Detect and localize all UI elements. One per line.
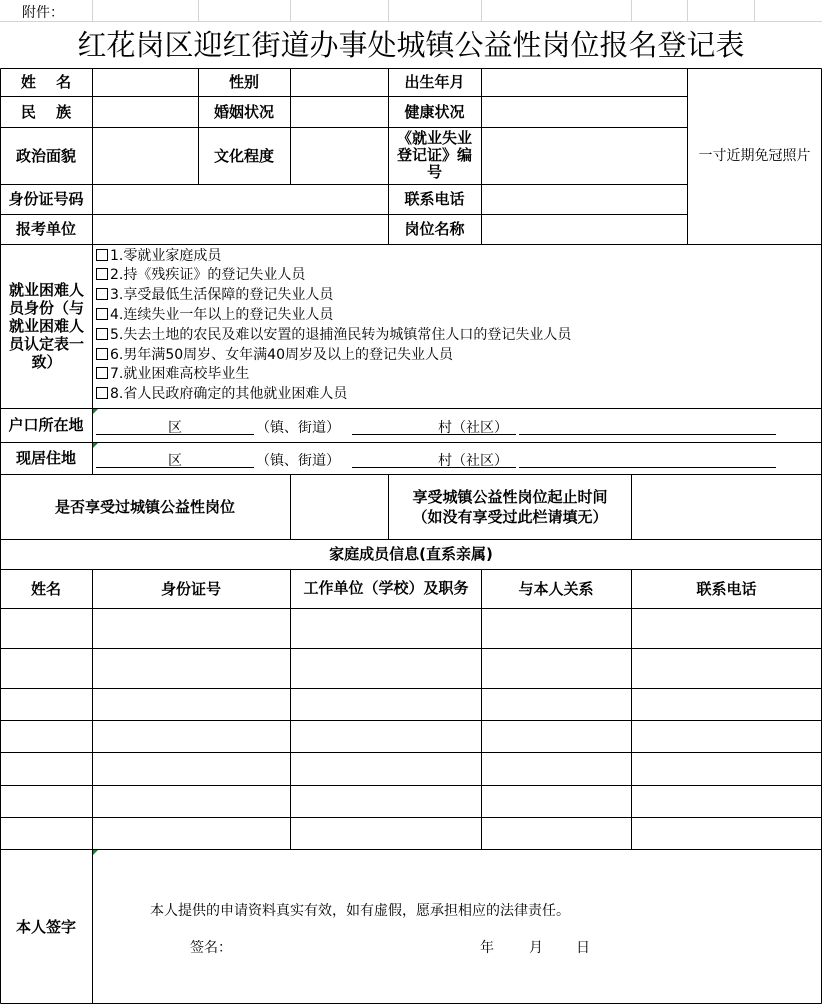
- label-political: 政治面貌: [15, 146, 76, 165]
- hardship-option-label: 4.连续失业一年以上的登记失业人员: [110, 307, 334, 323]
- family-header-id: 身份证号: [160, 579, 221, 598]
- town-label: （镇、街道）: [256, 420, 340, 436]
- village-label: 村（社区）: [438, 453, 508, 469]
- name-field[interactable]: [93, 69, 198, 96]
- hardship-option[interactable]: [96, 246, 221, 266]
- hardship-option[interactable]: [96, 325, 571, 345]
- label-enjoyed-before: 是否享受过城镇公益性岗位: [54, 497, 235, 516]
- hardship-option-label: 7.就业困难高校毕业生: [110, 366, 250, 382]
- label-enjoy-period: [389, 474, 631, 539]
- label-phone: 联系电话: [404, 190, 465, 208]
- unemployment-cert-field[interactable]: [482, 128, 687, 184]
- education-field[interactable]: [291, 128, 388, 184]
- gender-field[interactable]: [291, 69, 388, 96]
- day-label: 日: [576, 940, 590, 956]
- hardship-option[interactable]: [96, 345, 453, 365]
- position-name-field[interactable]: [482, 215, 687, 244]
- hardship-option[interactable]: [96, 384, 347, 404]
- cell-marker: [93, 850, 98, 855]
- hardship-option[interactable]: [96, 265, 305, 285]
- phone-field[interactable]: [482, 185, 687, 214]
- label-education: 文化程度: [213, 146, 274, 165]
- sign-label[interactable]: 签名：: [190, 940, 232, 956]
- checkbox-icon: [96, 268, 108, 280]
- label-signature: 本人签字: [15, 917, 76, 936]
- checkbox-icon: [96, 387, 108, 399]
- id-number-field[interactable]: [93, 185, 388, 214]
- attachment-label: 附件：: [22, 5, 64, 21]
- hardship-option[interactable]: [96, 285, 333, 305]
- hardship-option[interactable]: [96, 364, 249, 384]
- hardship-option[interactable]: [96, 305, 333, 325]
- label-name: 姓 名: [20, 73, 72, 91]
- checkbox-icon: [96, 288, 108, 300]
- label-ethnicity: 民 族: [20, 102, 72, 121]
- family-row[interactable]: [1, 689, 821, 720]
- birth-field[interactable]: [482, 69, 687, 96]
- family-row[interactable]: [1, 786, 821, 817]
- apply-unit-field[interactable]: [93, 215, 388, 244]
- family-row[interactable]: [1, 649, 821, 688]
- sheet-gridline: [92, 0, 93, 21]
- family-header-work: 工作单位（学校）及职务: [303, 579, 469, 597]
- sheet-gridline: [754, 0, 755, 21]
- sheet-gridline: [481, 0, 482, 21]
- enjoy-period-line2: （如没有享受过此栏请填无）: [412, 507, 608, 526]
- label-id-number: 身份证号码: [8, 190, 84, 208]
- label-health: 健康状况: [404, 102, 465, 121]
- checkbox-icon: [96, 249, 108, 261]
- sheet-gridline: [290, 0, 291, 21]
- district-label: 区: [168, 420, 182, 436]
- marital-field[interactable]: [291, 97, 388, 127]
- label-gender: 性别: [228, 73, 259, 91]
- hardship-option-label: 3.享受最低生活保障的登记失业人员: [110, 287, 334, 303]
- enjoy-period-line1: 享受城镇公益性岗位起止时间: [412, 487, 608, 506]
- sheet-gridline: [198, 0, 199, 21]
- hardship-option-label: 6.男年满50周岁、女年满40周岁及以上的登记失业人员: [110, 347, 453, 363]
- year-label: 年: [480, 940, 494, 956]
- label-apply-unit: 报考单位: [15, 220, 76, 238]
- sheet-gridline: [631, 0, 632, 21]
- family-row[interactable]: [1, 721, 821, 752]
- enjoy-period-field[interactable]: [632, 475, 821, 539]
- family-row[interactable]: [1, 818, 821, 849]
- town-label: （镇、街道）: [256, 453, 340, 469]
- hardship-option-label: 8.省人民政府确定的其他就业困难人员: [110, 386, 348, 402]
- hardship-option-label: 5.失去土地的农民及难以安置的退捕渔民转为城镇常住人口的登记失业人员: [110, 327, 572, 343]
- label-photo: 一寸近期免冠照片: [698, 147, 811, 164]
- label-hardship-identity: 就业困难人员身份（与就业困难人员认定表一致）: [8, 281, 84, 371]
- ethnicity-field[interactable]: [93, 97, 198, 127]
- sheet-gridline: [687, 0, 688, 21]
- address-detail-blank[interactable]: [519, 434, 776, 435]
- checkbox-icon: [96, 308, 108, 320]
- form-title: 红花岗区迎红街道办事处城镇公益性岗位报名登记表: [77, 27, 745, 62]
- cell-marker: [93, 443, 98, 448]
- declaration-text: 本人提供的申请资料真实有效，如有虚假，愿承担相应的法律责任。: [150, 903, 570, 919]
- cell-marker: [93, 409, 98, 414]
- family-header-relation: 与本人关系: [518, 579, 594, 598]
- label-registered-residence: 户口所在地: [8, 416, 84, 434]
- sheet-gridline: [388, 0, 389, 21]
- district-label: 区: [168, 453, 182, 469]
- month-label: 月: [529, 940, 543, 956]
- political-field[interactable]: [93, 128, 198, 184]
- label-birth: 出生年月: [404, 73, 465, 91]
- family-header-name: 姓名: [30, 579, 61, 598]
- hardship-option-label: 1.零就业家庭成员: [110, 248, 222, 264]
- village-label: 村（社区）: [438, 420, 508, 436]
- label-current-residence: 现居住地: [15, 449, 76, 467]
- address-detail-blank[interactable]: [519, 467, 776, 468]
- family-row[interactable]: [1, 753, 821, 785]
- checkbox-icon: [96, 328, 108, 340]
- family-row[interactable]: [1, 609, 821, 648]
- checkbox-icon: [96, 367, 108, 379]
- label-position-name: 岗位名称: [404, 220, 465, 238]
- family-header-phone: 联系电话: [696, 579, 757, 598]
- family-section-title: 家庭成员信息(直系亲属): [329, 545, 493, 563]
- label-marital: 婚姻状况: [213, 102, 274, 121]
- checkbox-icon: [96, 348, 108, 360]
- health-field[interactable]: [482, 97, 687, 127]
- enjoyed-before-field[interactable]: [291, 475, 388, 539]
- hardship-option-label: 2.持《残疾证》的登记失业人员: [110, 267, 306, 283]
- label-unemployment-cert: 《就业失业登记证》编号: [396, 129, 472, 181]
